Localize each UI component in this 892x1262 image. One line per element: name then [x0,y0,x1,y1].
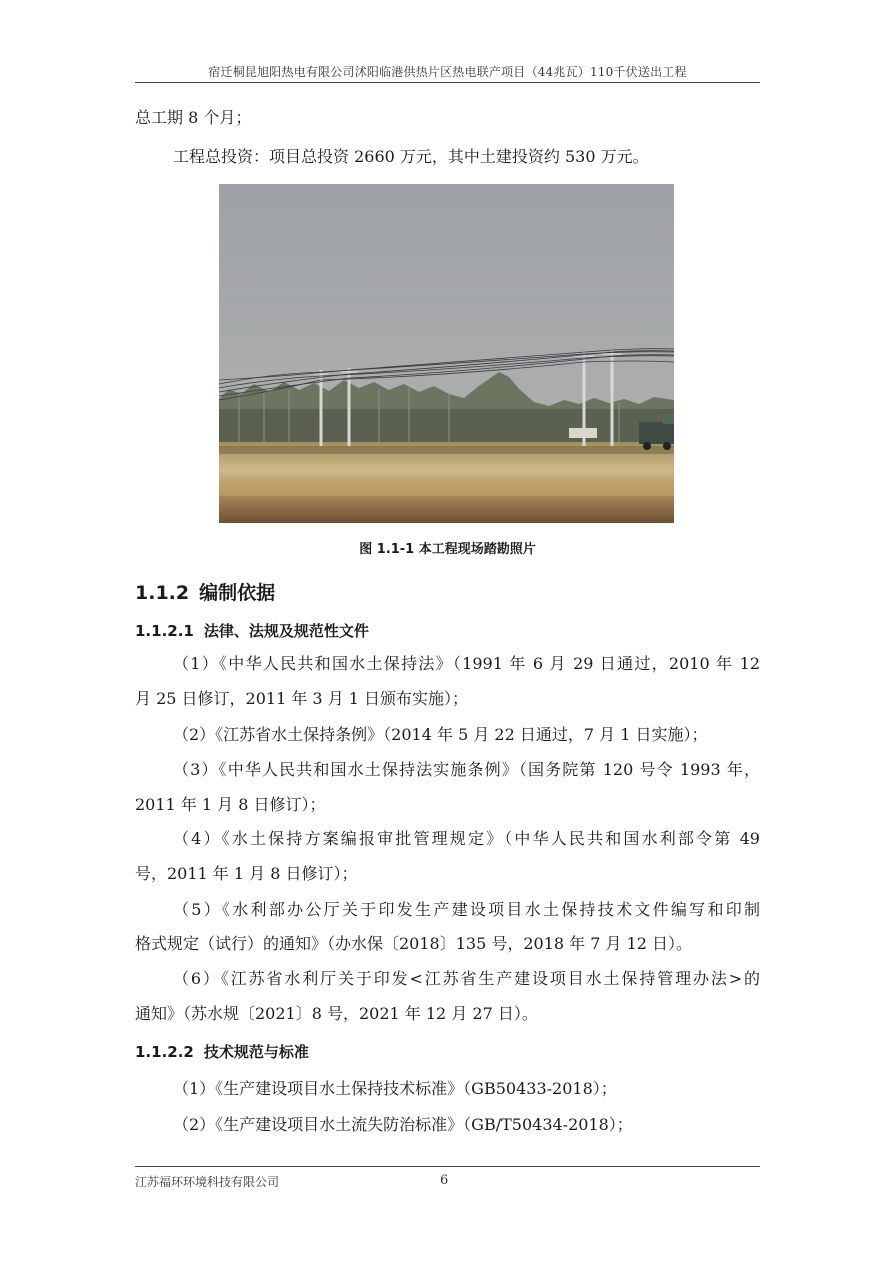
list-item: （1）《中华人民共和国水土保持法》（1991 年 6 月 29 日通过，2010 年 12 [173,654,760,673]
list-item-continuation: 月 25 日修订，2011 年 3 月 1 日颁布实施）； [135,689,469,708]
footer-company: 江苏福环环境科技有限公司 [135,1175,280,1189]
list-item-continuation: 格式规定（试行）的通知》（办水保〔2018〕135 号，2018 年 7 月 12 日）。 [135,934,693,953]
figure-caption: 图 1.1-1 本工程现场踏勘照片 [359,542,536,557]
site-survey-photo [219,184,674,523]
section-number: 1.1.2 [135,582,190,604]
subsection-title: 技术规范与标准 [203,1043,309,1061]
list-item: （2）《生产建设项目水土流失防治标准》（GB/T50434-2018）； [173,1115,633,1134]
list-item: （4）《水土保持方案编报审批管理规定》（中华人民共和国水利部令第 49 [173,829,760,848]
list-item: （6）《江苏省水利厅关于印发<江苏省生产建设项目水土保持管理办法>的 [173,969,760,988]
subsection-number: 1.1.2.1 [135,622,194,640]
subsection-number: 1.1.2.2 [135,1043,194,1061]
subsection-heading-standards [135,1041,309,1062]
list-item: （3）《中华人民共和国水土保持法实施条例》（国务院第 120 号令 1993 年， [173,760,760,779]
section-heading [135,578,275,605]
header-divider [135,82,760,83]
section-title: 编制依据 [199,582,276,604]
investment-text: 工程总投资：项目总投资 2660 万元，其中土建投资约 530 万元。 [173,147,649,166]
footer-divider [135,1166,760,1167]
list-item-continuation: 2011 年 1 月 8 日修订）； [135,795,326,814]
page-number: 6 [440,1173,449,1188]
page-header: 宿迁桐昆旭阳热电有限公司沭阳临港供热片区热电联产项目（44兆瓦）110千伏送出工程 [208,65,687,79]
subsection-heading-laws [135,620,369,641]
duration-text: 总工期 8 个月； [135,108,252,127]
list-item-continuation: 通知》（苏水规〔2021〕8 号，2021 年 12 月 27 日）。 [135,1004,538,1023]
subsection-title: 法律、法规及规范性文件 [203,622,369,640]
list-item: （2）《江苏省水土保持条例》（2014 年 5 月 22 日通过，7 月 1 日实施）； [173,725,708,744]
list-item: （1）《生产建设项目水土保持技术标准》（GB50433-2018）； [173,1079,617,1098]
list-item: （5）《水利部办公厅关于印发生产建设项目水土保持技术文件编写和印制 [173,900,760,919]
list-item-continuation: 号，2011 年 1 月 8 日修订）； [135,864,358,883]
